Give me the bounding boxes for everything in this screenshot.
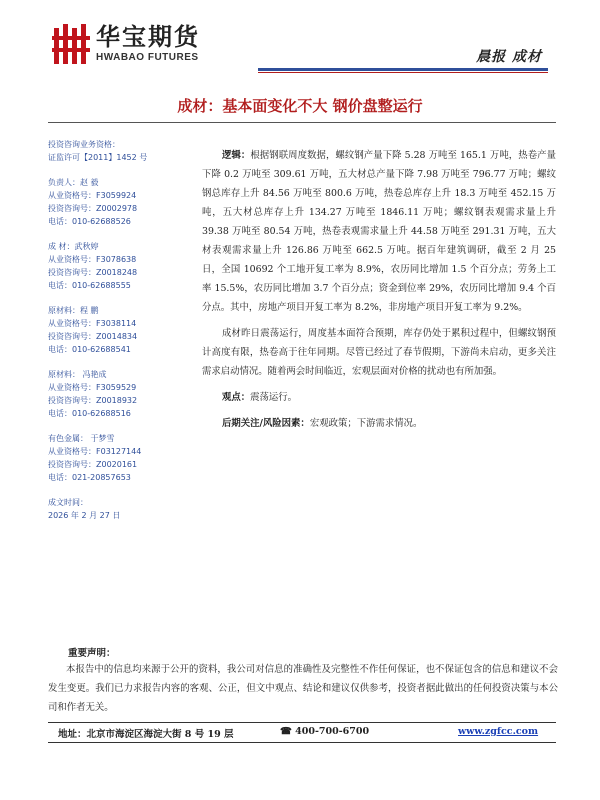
qualification-label: 投资咨询业务资格：: [48, 140, 120, 149]
footer-address: 地址：北京市海淀区海淀大街 8 号 19 层: [58, 729, 234, 740]
company-logo: [52, 22, 252, 66]
header-rule-accent: [258, 72, 548, 73]
view-text: 震荡运行。: [250, 392, 298, 403]
staff-phone: 电话：010-62688555: [48, 281, 131, 290]
market-paragraph: 成材昨日震荡运行，周度基本面符合预期，库存仍处于累积过程中，但螺纹钢预计高度有限，热卷高于往年同期。尽管已经过了春节假期，下游尚未启动，更多关注需求启动情况。随着两会时间临近，宏观层面对价格的扰动也有所加强。: [202, 328, 556, 377]
logic-text: 根据钢联周度数据，螺纹钢产量下降 5.28 万吨至 165.1 万吨，热卷产量下降 0.2 万吨至 309.61 万吨，五大材总产量下降 7.98 万吨至 796.77 万吨；螺纹钢总库存上升 84.56 万吨至 800.6 万吨，热卷总库存上升 18.3 万吨至 452.15 万吨，五大材总库存上升 134.27 万吨至 1846.11 万吨；螺纹钢表观需求量上升 39.38 万吨至 80.54 万吨，热卷表观需求量上升 44.58 万吨至 291.31 万吨，五大材表观需求量上升 126.86 万吨至 662.5 万吨。据百年建筑调研，截至 2 月 25 日，全国 10692 个工地开复工率为 8.9%，农历同比增加 1.5 个百分点；劳务上工率 15.5%，农历同比增加 3.7 个百分点；资金到位率 29%，农历同比增加 9.4 个百分点。其中，房地产项目开复工率为 8.2%，非房地产项目开复工率为 9.2%。: [202, 150, 556, 313]
logic-label: 逻辑：: [222, 150, 251, 161]
footer-rule: [48, 722, 556, 723]
footer-rule-bottom: [48, 742, 556, 743]
staff-qualification-id: 从业资格号：F3059529: [48, 383, 137, 392]
report-title: 成材：基本面变化不大 钢价盘整运行: [177, 97, 423, 115]
footer: [48, 726, 556, 740]
license-number: 证监许可【2011】1452 号: [48, 153, 148, 162]
phone-number: 400-700-6700: [295, 726, 370, 737]
risk-label: 后期关注/风险因素：: [222, 418, 310, 429]
staff-consulting-id: 投资咨询号：Z0018932: [48, 396, 138, 405]
view-paragraph: [202, 388, 556, 407]
footer-website-link[interactable]: www.zgfcc.com: [458, 726, 539, 737]
logo-chinese-name: 华宝期货: [96, 23, 200, 51]
staff-block: [48, 240, 208, 292]
staff-consulting-id: 投资咨询号：Z0018248: [48, 268, 138, 277]
staff-phone: 电话：021-20857653: [48, 473, 131, 482]
staff-name: 成 材：武秋婷: [48, 242, 99, 251]
staff-qualification-id: 从业资格号：F03127144: [48, 447, 142, 456]
date-block: [48, 496, 208, 522]
logic-paragraph: [202, 146, 556, 317]
staff-phone: 电话：010-62688541: [48, 345, 131, 354]
staff-phone: 电话：010-62688526: [48, 217, 131, 226]
analyst-sidebar: [48, 138, 208, 534]
report-body: [202, 146, 556, 440]
staff-qualification-id: 从业资格号：F3059924: [48, 191, 137, 200]
staff-block: [48, 368, 208, 420]
disclaimer-title: 重要声明：: [68, 648, 116, 659]
title-divider: [48, 122, 556, 123]
phone-icon: ☎: [280, 726, 296, 737]
staff-name: 有色金属： 于梦雪: [48, 434, 115, 443]
disclaimer-text: 本报告中的信息均来源于公开的资料，我公司对信息的准确性及完整性不作任何保证，也不保证包含的信息和建议不会发生变更。我们已力求报告内容的客观、公正，但文中观点、结论和建议仅供参考，投资者据此做出的任何投资决策与本公司和作者无关。: [48, 664, 558, 713]
qualification-block: [48, 138, 208, 164]
risk-paragraph: [202, 414, 556, 433]
report-date: 2026 年 2 月 27 日: [48, 511, 121, 520]
staff-block: [48, 432, 208, 484]
logo-english-name: HWABAO FUTURES: [96, 52, 199, 63]
staff-phone: 电话：010-62688516: [48, 409, 131, 418]
staff-name: 原材料： 冯艳成: [48, 370, 107, 379]
footer-phone: [280, 726, 369, 737]
staff-name: 原材料：程 鹏: [48, 306, 99, 315]
staff-consulting-id: 投资咨询号：Z0020161: [48, 460, 138, 469]
date-label: 成文时间：: [48, 498, 88, 507]
staff-qualification-id: 从业资格号：F3038114: [48, 319, 137, 328]
header-rule: [258, 68, 548, 71]
risk-text: 宏观政策；下游需求情况。: [309, 418, 423, 429]
staff-consulting-id: 投资咨询号：Z0014834: [48, 332, 138, 341]
hwabao-logo-mark: [52, 22, 92, 66]
view-label: 观点：: [222, 392, 251, 403]
staff-block: [48, 304, 208, 356]
report-tag: 晨报 成材: [476, 49, 542, 65]
staff-qualification-id: 从业资格号：F3078638: [48, 255, 137, 264]
staff-name: 负责人：赵 毅: [48, 178, 99, 187]
staff-block: [48, 176, 208, 228]
staff-consulting-id: 投资咨询号：Z0002978: [48, 204, 138, 213]
